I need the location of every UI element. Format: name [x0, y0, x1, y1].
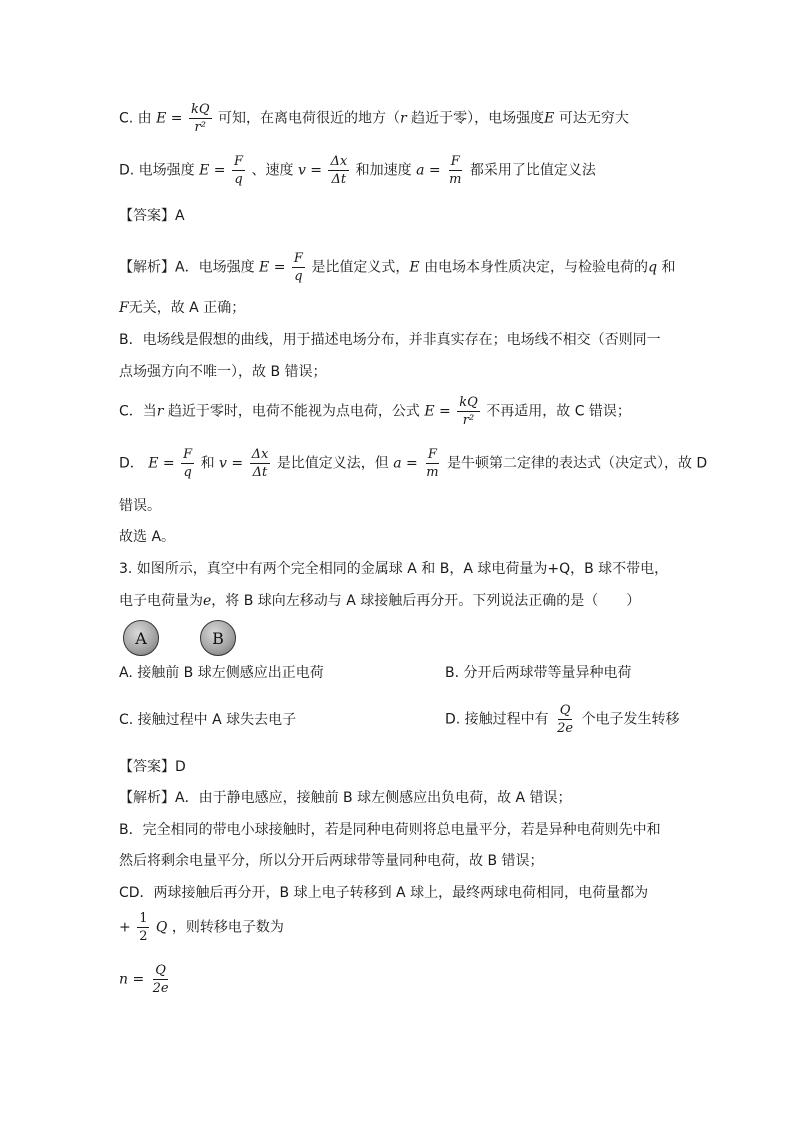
explanation-1-b2: 点场强方向不唯一），故 B 错误；	[119, 364, 327, 380]
explanation-1-b1: B．电场线是假想的曲线，用于描述电场分布，并非真实存在；电场线不相交（否则同一	[119, 332, 661, 348]
answer-1: 【答案】A	[119, 208, 185, 224]
fraction-q-2e: $\frac{Q}{2e}$	[557, 703, 574, 736]
explanation-1-d: D． E = $\frac{F}{q}$ 和 v = $\frac{\Delta x}{\Delta t}$ 是比值定义法，但 a = $\frac{F}{m}$ 是牛顿第二定律的表达式（决定式），故 D	[119, 447, 708, 480]
explanation-1-a-cont: F无关，故 A 正确；	[119, 300, 246, 316]
explanation-1-c: C．当r 趋近于零时，电荷不能视为点电荷，公式 E = $\frac{kQ}{\text{r²}}$ 不再适用，故 C 错误；	[119, 395, 631, 428]
explanation-1-final: 故选 A。	[119, 529, 176, 545]
question-3-option-d: D. 接触过程中有 $\frac{Q}{2e}$ 个电子发生转移	[445, 703, 680, 736]
fraction-dx-dt-2: $\frac{\Delta x}{\Delta t}$	[251, 447, 269, 480]
answer-2: 【答案】D	[119, 759, 186, 775]
fraction-kq-r2: $\frac{kQ}{\text{r²}}$	[191, 102, 210, 135]
question-3-line2: 电子电荷量为e，将 B 球向左移动与 A 球接触后再分开。下列说法正确的是（ ）	[119, 593, 641, 609]
fraction-kq-r2-2: $\frac{kQ}{\text{r²}}$	[459, 395, 478, 428]
fraction-one-half: $\frac{1}{2}$	[139, 911, 148, 944]
explanation-2-cd1: CD．两球接触后再分开，B 球上电子转移到 A 球上，最终两球电荷相同，电荷量都为	[119, 885, 649, 901]
option-c-label: C. 由	[119, 110, 152, 127]
explanation-2-a: 【解析】A．由于静电感应，接触前 B 球左侧感应出负电荷，故 A 错误；	[119, 790, 572, 806]
question-3-option-c: C. 接触过程中 A 球失去电子	[119, 712, 297, 728]
fraction-f-m: $\frac{F}{m}$	[449, 154, 462, 187]
explanation-1-a: 【解析】A．电场强度 E = $\frac{F}{q}$ 是比值定义式，E 由电场本身性质决定，与检验电荷的q 和	[119, 251, 676, 284]
fraction-dx-dt: $\frac{\Delta x}{\Delta t}$	[330, 154, 348, 187]
explanation-2-b2: 然后将剩余电量平分，所以分开后两球带等量同种电荷，故 B 错误；	[119, 853, 544, 869]
question-3-line1: 3. 如图所示，真空中有两个完全相同的金属球 A 和 B，A 球电荷量为+Q，B 球不带电，	[119, 561, 669, 577]
fraction-f-q-2: $\frac{F}{q}$	[293, 251, 303, 284]
metal-ball-b: B	[200, 620, 236, 656]
explanation-2-formula: n = $\frac{Q}{2e}$	[119, 963, 169, 996]
option-c: C. 由 E = $\frac{kQ}{\text{r²}}$ 可知，在离电荷很近的地方（r 趋近于零），电场强度E 可达无穷大	[119, 102, 629, 135]
explanation-2-b1: B．完全相同的带电小球接触时，若是同种电荷则将总电量平分，若是异种电荷则先中和	[119, 822, 661, 838]
fraction-f-m-2: $\frac{F}{m}$	[426, 447, 439, 480]
fraction-f-q: $\frac{F}{q}$	[234, 154, 244, 187]
fraction-q-2e-2: $\frac{Q}{2e}$	[152, 963, 169, 996]
question-3-option-b: B. 分开后两球带等量异种电荷	[445, 665, 632, 681]
explanation-1-d-cont: 错误。	[119, 498, 161, 514]
formula-e-lhs: E =	[156, 110, 183, 127]
question-3-option-a: A. 接触前 B 球左侧感应出正电荷	[119, 665, 324, 681]
fraction-f-q-3: $\frac{F}{q}$	[183, 447, 193, 480]
option-d: D. 电场强度 E = $\frac{F}{q}$ 、速度 v = $\frac{\Delta x}{\Delta t}$ 和加速度 a = $\frac{F}{m}$ 都采用了比值定义法	[119, 154, 596, 187]
metal-ball-a: A	[123, 620, 159, 656]
explanation-2-cd2: + $\frac{1}{2}$ Q ，则转移电子数为	[119, 911, 284, 944]
